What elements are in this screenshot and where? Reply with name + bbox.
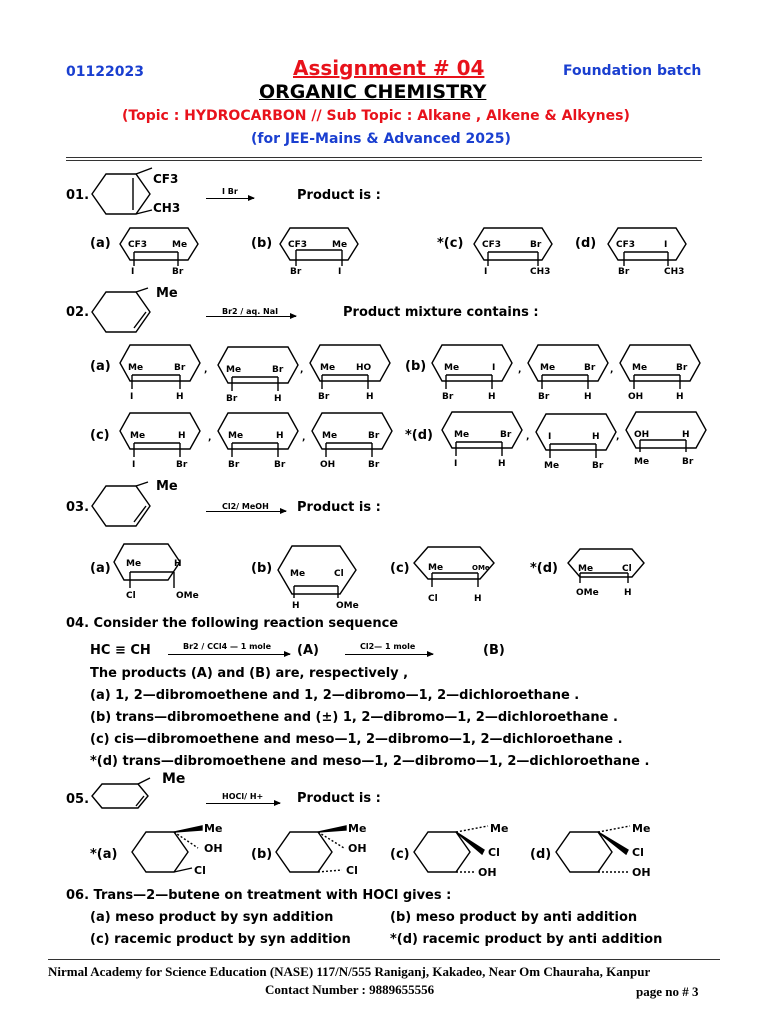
q5-arrow bbox=[206, 803, 280, 804]
svg-text:CH3: CH3 bbox=[664, 267, 685, 277]
svg-text:Br: Br bbox=[226, 394, 238, 404]
svg-text:Br: Br bbox=[500, 430, 512, 440]
svg-text:Cl: Cl bbox=[632, 846, 644, 859]
q2-reactant-ring bbox=[92, 290, 152, 336]
svg-text:,: , bbox=[610, 365, 614, 375]
q5-reagent: HOCl/ H+ bbox=[222, 792, 264, 801]
svg-text:,: , bbox=[300, 365, 304, 375]
svg-text:H: H bbox=[592, 432, 600, 442]
svg-text:Me: Me bbox=[632, 363, 648, 373]
q4-arrow-2 bbox=[345, 654, 433, 655]
batch-label: Foundation batch bbox=[563, 63, 702, 79]
footer-divider bbox=[48, 959, 720, 960]
svg-text:Me: Me bbox=[128, 363, 144, 373]
q1-reagent: I Br bbox=[222, 187, 238, 196]
svg-text:Me: Me bbox=[320, 363, 336, 373]
q1-option-d-structure bbox=[606, 226, 688, 276]
q5-option-b-structure bbox=[276, 822, 376, 882]
footer-address: Nirmal Academy for Science Education (NASE) 117/N/555 Raniganj, Kakadeo, Near Om Chauraha, Kanpur bbox=[48, 964, 651, 979]
q3-option-c-label: (c) bbox=[390, 561, 410, 576]
q5-option-a-label: *(a) bbox=[90, 847, 118, 862]
svg-text:Me: Me bbox=[444, 363, 460, 373]
svg-text:H: H bbox=[474, 594, 482, 604]
q3-reactant-ring bbox=[92, 484, 152, 530]
q3-option-d-label: *(d) bbox=[530, 561, 558, 576]
q5-sub-me: Me bbox=[162, 771, 186, 787]
svg-text:OH: OH bbox=[204, 842, 223, 855]
q6-stem: 06. Trans—2—butene on treatment with HOCl gives : bbox=[66, 888, 452, 903]
svg-text:Me: Me bbox=[322, 431, 338, 441]
svg-text:OH: OH bbox=[320, 460, 336, 470]
q6-option-b: (b) meso product by anti addition bbox=[390, 910, 638, 925]
q2-arrow bbox=[206, 316, 296, 317]
svg-text:Br: Br bbox=[272, 365, 284, 375]
q1-number: 01. bbox=[66, 188, 90, 203]
svg-text:,: , bbox=[518, 365, 522, 375]
svg-text:I: I bbox=[492, 363, 496, 373]
svg-text:I: I bbox=[664, 240, 668, 250]
svg-text:I: I bbox=[338, 267, 342, 277]
svg-text:Br: Br bbox=[174, 363, 186, 373]
svg-text:Br: Br bbox=[368, 431, 380, 441]
svg-text:Br: Br bbox=[584, 363, 596, 373]
svg-text:Me: Me bbox=[226, 365, 242, 375]
q2-number: 02. bbox=[66, 305, 90, 320]
footer-contact: Contact Number : 9889655556 bbox=[265, 982, 435, 997]
q1-sub-cf3: CF3 bbox=[153, 172, 179, 186]
svg-text:Me: Me bbox=[632, 822, 651, 835]
svg-text:Me: Me bbox=[332, 240, 348, 250]
svg-text:Cl: Cl bbox=[622, 564, 632, 574]
svg-text:Br: Br bbox=[592, 461, 604, 471]
svg-text:H: H bbox=[366, 392, 374, 402]
q1-sub-ch3: CH3 bbox=[153, 201, 181, 215]
svg-text:H: H bbox=[498, 459, 506, 469]
q2-option-d-label: *(d) bbox=[405, 428, 433, 443]
svg-text:Me: Me bbox=[454, 430, 470, 440]
q1-reactant-ring bbox=[92, 172, 152, 218]
q1-option-a-structure bbox=[118, 226, 200, 276]
svg-text:Me: Me bbox=[544, 461, 560, 471]
svg-text:H: H bbox=[624, 588, 632, 598]
svg-text:OH: OH bbox=[348, 842, 367, 855]
q1-option-b-structure bbox=[278, 226, 360, 276]
assignment-title: Assignment # 04 bbox=[293, 56, 485, 80]
svg-text:OMe: OMe bbox=[176, 591, 199, 601]
svg-text:,: , bbox=[526, 432, 530, 442]
q4-reagent-2: Cl2— 1 mole bbox=[360, 642, 416, 651]
svg-text:OH: OH bbox=[628, 392, 644, 402]
svg-text:Me: Me bbox=[578, 564, 594, 574]
exam-line: (for JEE-Mains & Advanced 2025) bbox=[251, 131, 511, 147]
svg-text:,: , bbox=[208, 433, 212, 443]
q3-sub-me: Me bbox=[156, 479, 178, 494]
svg-text:Br: Br bbox=[368, 460, 380, 470]
q5-reactant-ring bbox=[92, 782, 154, 812]
svg-text:I: I bbox=[131, 267, 135, 277]
q2-prompt: Product mixture contains : bbox=[343, 305, 539, 320]
q3-option-c-structure bbox=[414, 545, 498, 603]
svg-text:OMe: OMe bbox=[576, 588, 599, 598]
svg-text:,: , bbox=[616, 432, 620, 442]
q3-option-b-label: (b) bbox=[251, 561, 273, 576]
q3-option-b-structure bbox=[278, 544, 360, 614]
svg-text:,: , bbox=[204, 365, 208, 375]
svg-text:H: H bbox=[274, 394, 282, 404]
q2-option-c-structures bbox=[118, 413, 400, 473]
svg-text:I: I bbox=[132, 460, 136, 470]
q2-option-a-structures bbox=[118, 345, 400, 405]
q5-option-b-label: (b) bbox=[251, 847, 273, 862]
svg-text:Me: Me bbox=[172, 240, 188, 250]
q6-option-a: (a) meso product by syn addition bbox=[90, 910, 334, 925]
header-divider-top bbox=[66, 157, 702, 158]
svg-text:I: I bbox=[130, 392, 134, 402]
q1-option-c-label: *(c) bbox=[437, 236, 464, 251]
svg-text:Cl: Cl bbox=[428, 594, 438, 604]
svg-text:Cl: Cl bbox=[334, 569, 344, 579]
topic-line: (Topic : HYDROCARBON // Sub Topic : Alkane , Alkene & Alkynes) bbox=[122, 108, 630, 124]
svg-text:Me: Me bbox=[204, 822, 223, 835]
q4-option-c: (c) cis—dibromoethene and meso—1, 2—dibromo—1, 2—dichloroethane . bbox=[90, 732, 623, 747]
svg-text:Br: Br bbox=[274, 460, 286, 470]
svg-text:CF3: CF3 bbox=[288, 240, 308, 250]
q5-option-c-structure bbox=[414, 822, 514, 882]
svg-text:I: I bbox=[484, 267, 488, 277]
q4-reactant: HC ≡ CH bbox=[90, 643, 151, 658]
svg-text:OH: OH bbox=[478, 866, 497, 879]
svg-text:Cl: Cl bbox=[488, 846, 500, 859]
doc-code: 01122023 bbox=[66, 64, 144, 80]
svg-text:Br: Br bbox=[682, 457, 694, 467]
q1-option-c-structure bbox=[472, 226, 554, 276]
svg-text:Me: Me bbox=[290, 569, 306, 579]
q2-sub-me: Me bbox=[156, 286, 178, 301]
svg-text:Br: Br bbox=[442, 392, 454, 402]
svg-text:H: H bbox=[488, 392, 496, 402]
q4-product-b: (B) bbox=[483, 643, 505, 658]
q6-option-d: *(d) racemic product by anti addition bbox=[390, 932, 663, 947]
svg-text:H: H bbox=[682, 430, 690, 440]
svg-text:H: H bbox=[292, 601, 300, 611]
svg-text:H: H bbox=[176, 392, 184, 402]
q1-arrow bbox=[206, 198, 254, 199]
q5-option-c-label: (c) bbox=[390, 847, 410, 862]
svg-text:Me: Me bbox=[348, 822, 367, 835]
q3-number: 03. bbox=[66, 500, 90, 515]
q5-prompt: Product is : bbox=[297, 791, 381, 806]
q3-option-d-structure bbox=[566, 547, 650, 605]
svg-text:Br: Br bbox=[172, 267, 184, 277]
svg-text:Me: Me bbox=[130, 431, 146, 441]
svg-text:OMe: OMe bbox=[336, 601, 359, 611]
svg-text:Cl: Cl bbox=[126, 591, 136, 601]
svg-text:Me: Me bbox=[634, 457, 650, 467]
q4-stem: 04. Consider the following reaction sequence bbox=[66, 616, 399, 631]
svg-text:H: H bbox=[676, 392, 684, 402]
q3-option-a-label: (a) bbox=[90, 561, 111, 576]
svg-text:Br: Br bbox=[538, 392, 550, 402]
svg-text:Me: Me bbox=[428, 563, 444, 573]
q2-option-a-label: (a) bbox=[90, 359, 111, 374]
svg-text:Br: Br bbox=[176, 460, 188, 470]
q4-option-d: *(d) trans—dibromoethene and meso—1, 2—dibromo—1, 2—dichloroethane . bbox=[90, 754, 650, 769]
q1-option-b-label: (b) bbox=[251, 236, 273, 251]
svg-text:Me: Me bbox=[540, 363, 556, 373]
q2-reagent: Br2 / aq. NaI bbox=[222, 307, 279, 316]
q4-question: The products (A) and (B) are, respectively , bbox=[90, 666, 409, 681]
q2-option-c-label: (c) bbox=[90, 428, 110, 443]
q4-reagent-1: Br2 / CCl4 — 1 mole bbox=[183, 642, 272, 651]
q5-option-d-label: (d) bbox=[530, 847, 552, 862]
q3-arrow bbox=[206, 511, 286, 512]
svg-text:Br: Br bbox=[290, 267, 302, 277]
svg-text:Cl: Cl bbox=[346, 864, 358, 877]
svg-text:,: , bbox=[302, 433, 306, 443]
svg-text:Br: Br bbox=[618, 267, 630, 277]
svg-text:CF3: CF3 bbox=[128, 240, 148, 250]
svg-text:Br: Br bbox=[530, 240, 542, 250]
svg-text:Me: Me bbox=[126, 559, 142, 569]
svg-text:Br: Br bbox=[676, 363, 688, 373]
svg-text:H: H bbox=[584, 392, 592, 402]
subject-title: ORGANIC CHEMISTRY bbox=[259, 81, 487, 103]
q4-option-a: (a) 1, 2—dibromoethene and 1, 2—dibromo—1, 2—dichloroethane . bbox=[90, 688, 580, 703]
svg-text:H: H bbox=[178, 431, 186, 441]
header-divider-bottom bbox=[66, 160, 702, 161]
svg-text:HO: HO bbox=[356, 363, 372, 373]
q3-option-a-structure bbox=[114, 540, 199, 612]
svg-text:Me: Me bbox=[228, 431, 244, 441]
svg-text:Me: Me bbox=[490, 822, 509, 835]
q2-option-b-label: (b) bbox=[405, 359, 427, 374]
q3-reagent: Cl2/ MeOH bbox=[222, 502, 269, 511]
q1-option-d-label: (d) bbox=[575, 236, 597, 251]
q4-arrow-1 bbox=[168, 654, 290, 655]
q4-option-b: (b) trans—dibromoethene and (±) 1, 2—dibromo—1, 2—dichloroethane . bbox=[90, 710, 618, 725]
q5-option-a-structure bbox=[132, 822, 232, 882]
q2-option-d-structures bbox=[440, 412, 710, 474]
q6-option-c: (c) racemic product by syn addition bbox=[90, 932, 351, 947]
svg-text:I: I bbox=[548, 432, 552, 442]
svg-text:H: H bbox=[276, 431, 284, 441]
q5-number: 05. bbox=[66, 792, 90, 807]
q3-prompt: Product is : bbox=[297, 500, 381, 515]
svg-text:I: I bbox=[454, 459, 458, 469]
svg-text:OMe: OMe bbox=[472, 564, 490, 572]
svg-text:Cl: Cl bbox=[194, 864, 206, 877]
svg-text:OH: OH bbox=[632, 866, 651, 879]
footer-page-number: page no # 3 bbox=[636, 984, 699, 999]
svg-text:Br: Br bbox=[228, 460, 240, 470]
svg-text:Br: Br bbox=[318, 392, 330, 402]
svg-text:H: H bbox=[174, 559, 182, 569]
q5-option-d-structure bbox=[556, 822, 656, 882]
q1-option-a-label: (a) bbox=[90, 236, 111, 251]
svg-text:CF3: CF3 bbox=[482, 240, 502, 250]
q4-product-a: (A) bbox=[297, 643, 319, 658]
svg-text:CF3: CF3 bbox=[616, 240, 636, 250]
q2-option-b-structures bbox=[430, 345, 710, 405]
svg-text:OH: OH bbox=[634, 430, 650, 440]
q1-prompt: Product is : bbox=[297, 188, 381, 203]
svg-text:CH3: CH3 bbox=[530, 267, 551, 277]
